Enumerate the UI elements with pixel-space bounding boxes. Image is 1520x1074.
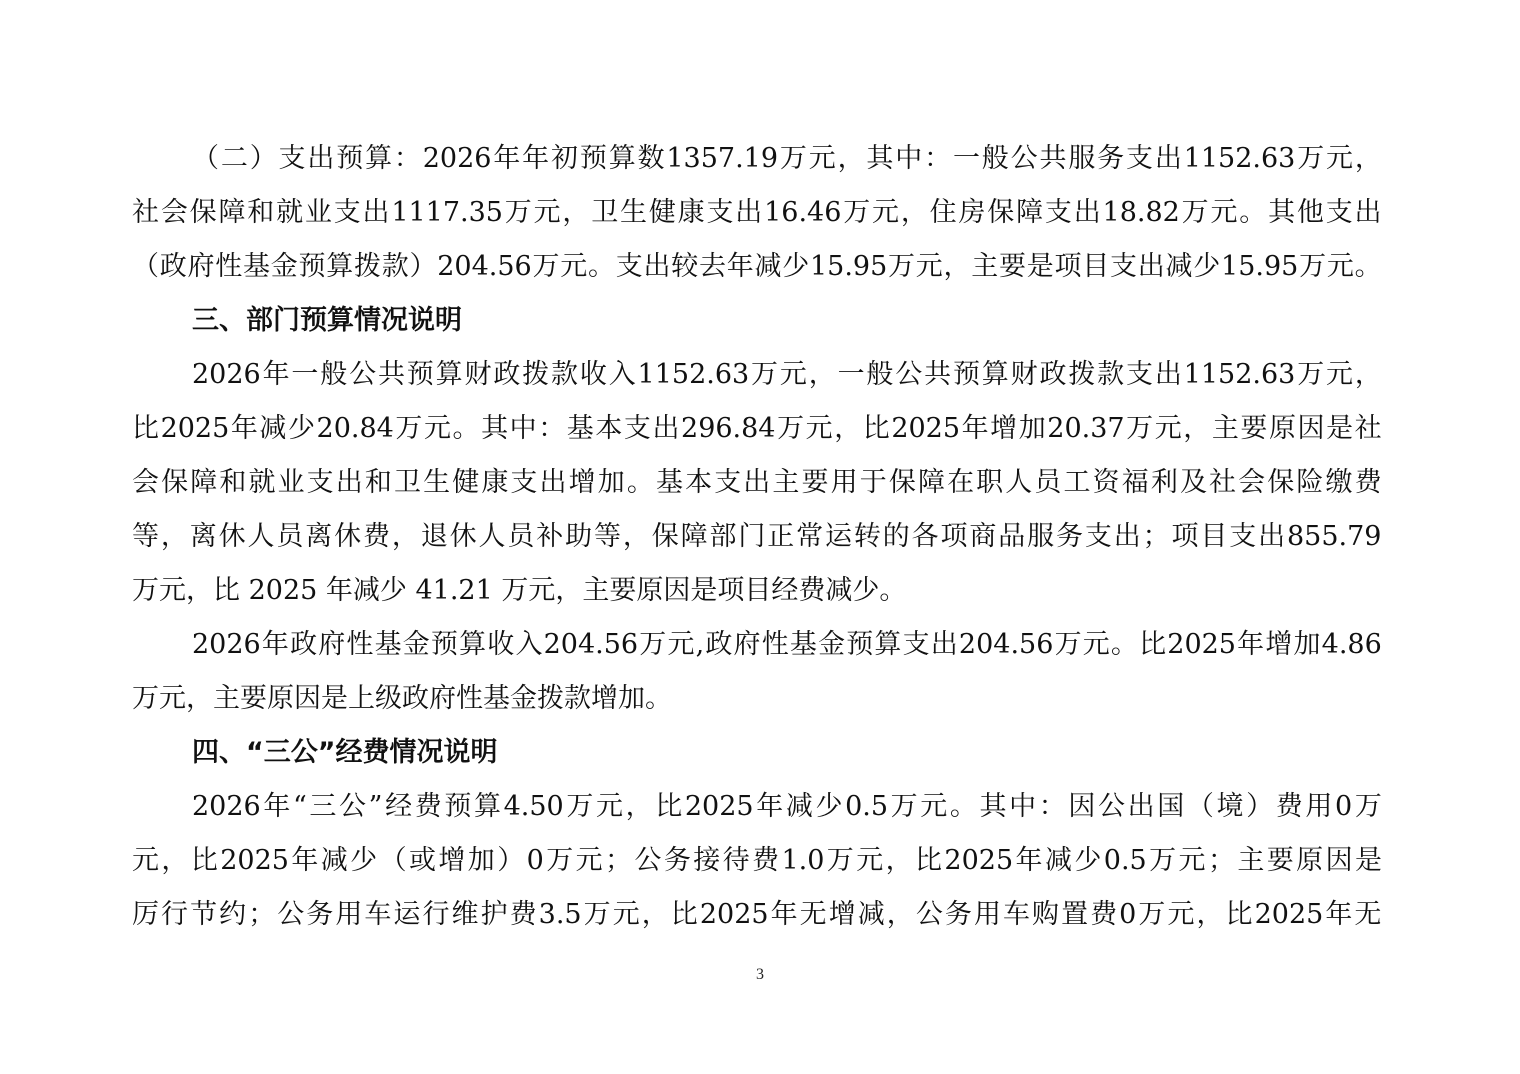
- paragraph-line: 厉 行 节 约 ； 公 务 用 车 运 行 维 护 费 3.5 万 元 ， 比 2025 年 无 增 减 ， 公 务 用 车 购 置 费 0 万 元 ， 比 2025 年 无: [132, 899, 1382, 930]
- section-heading: 四、“三公”经费情况说明: [192, 737, 498, 768]
- document-body: [132, 132, 1382, 942]
- page-number: 3: [756, 966, 764, 983]
- paragraph-line: 等 ， 离 休 人 员 离 休 费 ， 退 休 人 员 补 助 等 ， 保 障 部 门 正 常 运 转 的 各 项 商 品 服 务 支 出 ； 项 目 支 出 855.79: [132, 521, 1382, 552]
- section-heading: 三、部门预算情况说明: [192, 305, 462, 336]
- paragraph-line: 万元，主要原因是上级政府性基金拨款增加。: [132, 683, 672, 714]
- paragraph-line: 万元，比 2025 年减少 41.21 万元，主要原因是项目经费减少。: [132, 575, 907, 606]
- paragraph-line: 社 会 保 障 和 就 业 支 出 1117.35 万 元 ， 卫 生 健 康 支 出 16.46 万 元 ， 住 房 保 障 支 出 18.82 万 元 。 其 他 支 出: [132, 197, 1382, 228]
- paragraph-line: 2026 年 “ 三 公 ” 经 费 预 算 4.50 万 元 ， 比 2025 年 减 少 0.5 万 元 。 其 中 ： 因 公 出 国 （ 境 ） 费 用 0 万: [192, 791, 1382, 822]
- paragraph-line: （ 政 府 性 基 金 预 算 拨 款 ） 204.56 万 元 。 支 出 较 去 年 减 少 15.95 万 元 ， 主 要 是 项 目 支 出 减 少 15.95 万 元 。: [132, 251, 1382, 282]
- paragraph-line: 2026 年 政 府 性 基 金 预 算 收 入 204.56 万 元 , 政 府 性 基 金 预 算 支 出 204.56 万 元 。 比 2025 年 增 加 4.86: [192, 629, 1382, 660]
- paragraph-line: （ 二 ） 支 出 预 算 ： 2026 年 年 初 预 算 数 1357.19 万 元 ， 其 中 ： 一 般 公 共 服 务 支 出 1152.63 万 元 ，: [192, 143, 1382, 174]
- paragraph-line: 会 保 障 和 就 业 支 出 和 卫 生 健 康 支 出 增 加 。 基 本 支 出 主 要 用 于 保 障 在 职 人 员 工 资 福 利 及 社 会 保 险 缴 费: [132, 467, 1382, 498]
- paragraph-line: 元 ， 比 2025 年 减 少 （ 或 增 加 ） 0 万 元 ； 公 务 接 待 费 1.0 万 元 ， 比 2025 年 减 少 0.5 万 元 ； 主 要 原 因 是: [132, 845, 1382, 876]
- paragraph-line: 2026 年 一 般 公 共 预 算 财 政 拨 款 收 入 1152.63 万 元 ， 一 般 公 共 预 算 财 政 拨 款 支 出 1152.63 万 元 ，: [192, 359, 1382, 390]
- paragraph-line: 比 2025 年 减 少 20.84 万 元 。 其 中 ： 基 本 支 出 296.84 万 元 ， 比 2025 年 增 加 20.37 万 元 ， 主 要 原 因 是 社: [132, 413, 1382, 444]
